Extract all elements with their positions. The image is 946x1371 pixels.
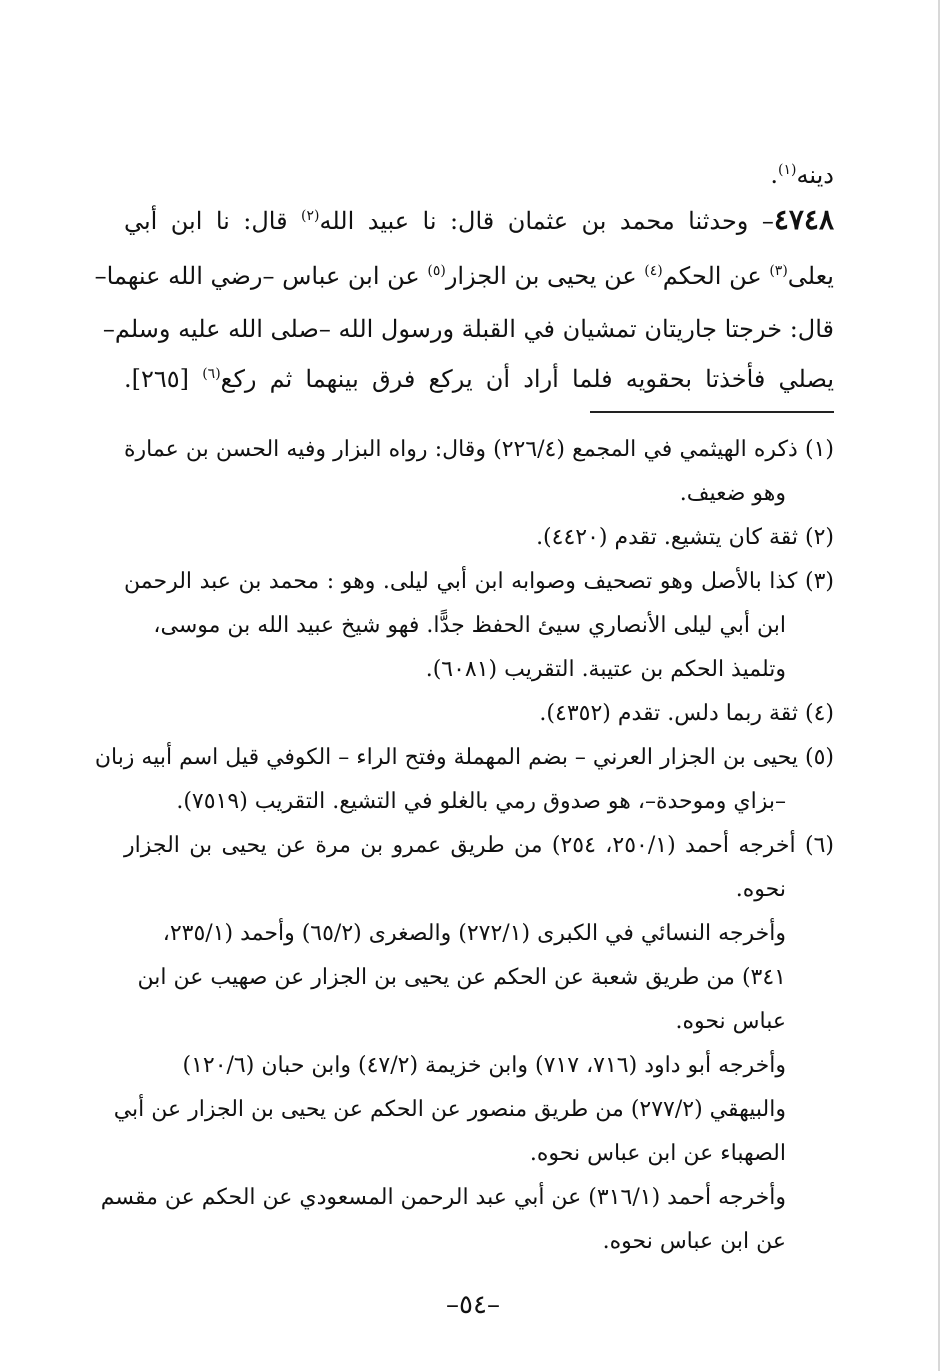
footnote-line: وأخرجه النسائي في الكبرى (٢٧٢/١) والصغرى (٦٥/٢) وأحمد (٢٣٥/١، [162, 921, 786, 946]
page-number: –٥٤– [446, 1290, 500, 1320]
footnote-line: عن ابن عباس نحوه. [602, 1229, 786, 1254]
footnote-line: (٢) ثقة كان يتشيع. تقدم (٤٤٢٠). [536, 525, 834, 550]
main-text-line-2 [94, 259, 834, 293]
text-fragment: عن ابن عباس –رضي الله عنهما– [94, 262, 428, 290]
footnote-line: (٥) يحيى بن الجزار العرني – بضم المهملة وفتح الراء – الكوفي قيل اسم أبيه زبان [94, 745, 834, 770]
text-fragment: دينه [796, 161, 834, 189]
footnote-ref: (٤) [644, 263, 663, 279]
footnote-line: والبيهقي (٢٧٧/٢) من طريق منصور عن الحكم عن يحيى بن الجزار عن أبي [113, 1097, 786, 1122]
text-fragment: – وحدثنا محمد بن عثمان قال: نا عبيد الله [319, 207, 774, 235]
footnote-separator [590, 411, 834, 413]
footnote-ref: (٢) [301, 208, 320, 224]
footnote-line: –بزاي وموحدة–، هو صدوق رمي بالغلو في التشيع. التقريب (٧٥١٩). [176, 789, 786, 814]
footnote-line: ابن أبي ليلى الأنصاري سيئ الحفظ جدًّا. فهو شيخ عبيد الله بن موسى، [153, 613, 786, 638]
footnote-line: عباس نحوه. [675, 1009, 786, 1034]
footnote-line: وأخرجه أحمد (٣١٦/١) عن أبي عبد الرحمن المسعودي عن الحكم عن مقسم [100, 1185, 786, 1210]
text-fragment: قال: خرجتا جاريتان تمشيان في القبلة ورسول الله –صلى الله عليه وسلم– [102, 315, 834, 343]
text-fragment: عن الحكم [662, 262, 770, 290]
footnote-line: (٤) ثقة ربما دلس. تقدم (٤٣٥٢). [539, 701, 834, 726]
main-text-line-3 [102, 312, 834, 346]
footnote-line: ٣٤١) من طريق شعبة عن الحكم عن يحيى بن الجزار عن صهيب عن ابن [137, 965, 786, 990]
hadith-number: ٤٧٤٨ [773, 203, 834, 236]
footnote-ref: (٥) [427, 263, 446, 279]
footnote-line: وهو ضعيف. [679, 481, 786, 506]
text-fragment: عن يحيى بن الجزار [445, 262, 645, 290]
footnote-line: وتلميذ الحكم بن عتيبة. التقريب (٦٠٨١). [425, 657, 786, 682]
footnote-line: نحوه. [735, 877, 786, 902]
footnote-line: (٣) كذا بالأصل وهو تصحيف وصوابه ابن أبي ليلى. وهو : محمد بن عبد الرحمن [124, 569, 834, 594]
text-fragment: [٢٦٥]. [124, 365, 203, 393]
main-text-line-1 [124, 203, 834, 237]
text-fragment: يعلى [787, 262, 834, 290]
footnote-ref: (١) [778, 162, 797, 178]
text-fragment: . [770, 161, 779, 189]
footnote-ref: (٣) [769, 263, 788, 279]
main-text-line-0 [770, 158, 834, 192]
footnote-line: (١) ذكره الهيثمي في المجمع (٢٢٦/٤) وقال: رواه البزار وفيه الحسن بن عمارة [124, 437, 834, 462]
footnote-line: الصهباء عن ابن عباس نحوه. [529, 1141, 786, 1166]
footnote-line: وأخرجه أبو داود (٧١٦، ٧١٧) وابن خزيمة (٤٧/٢) وابن حبان (١٢٠/٦) [182, 1053, 786, 1078]
main-text-line-4 [124, 362, 834, 396]
scan-edge-line [938, 0, 940, 1371]
text-fragment: قال: نا ابن أبي [124, 207, 301, 235]
footnote-ref: (٦) [202, 366, 221, 382]
text-fragment: يصلي فأخذتا بحقويه فلما أراد أن يركع فرق بينهما ثم ركع [220, 365, 834, 393]
footnote-line: (٦) أخرجه أحمد (٢٥٠/١، ٢٥٤) من طريق عمرو بن مرة عن يحيى بن الجزار [124, 833, 835, 858]
